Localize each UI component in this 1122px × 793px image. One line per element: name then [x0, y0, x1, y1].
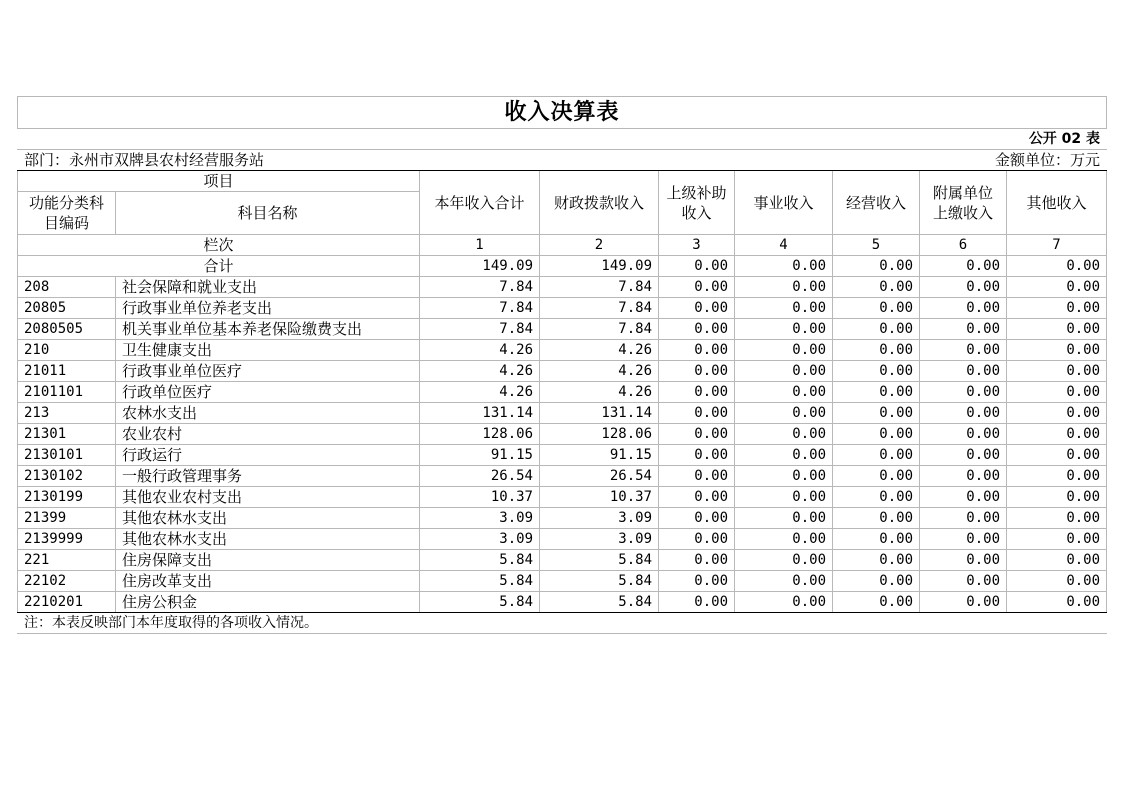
- row-value: 0.00: [833, 382, 920, 403]
- row-value: 0.00: [659, 466, 735, 487]
- unit-label: 金额单位：万元: [540, 150, 1107, 171]
- index-num: 3: [659, 235, 735, 256]
- row-subject-name: 社会保障和就业支出: [116, 277, 420, 298]
- total-value: 0.00: [1007, 256, 1107, 277]
- row-value: 10.37: [420, 487, 540, 508]
- header-total-income: 本年收入合计: [420, 171, 540, 235]
- row-value: 0.00: [833, 361, 920, 382]
- row-value: 0.00: [1007, 550, 1107, 571]
- header-func-code: 功能分类科目编码: [18, 192, 116, 235]
- row-value: 0.00: [833, 445, 920, 466]
- row-subject-name: 农林水支出: [116, 403, 420, 424]
- table-row: [18, 361, 1107, 382]
- row-value: 0.00: [735, 508, 833, 529]
- row-value: 0.00: [659, 592, 735, 613]
- index-num: 6: [920, 235, 1007, 256]
- row-value: 0.00: [920, 361, 1007, 382]
- row-value: 0.00: [659, 487, 735, 508]
- row-value: 0.00: [1007, 340, 1107, 361]
- row-value: 0.00: [1007, 403, 1107, 424]
- header-subject-name: 科目名称: [116, 192, 420, 235]
- row-value: 4.26: [540, 382, 659, 403]
- row-code: 2210201: [18, 592, 116, 613]
- income-statement-sheet: [17, 96, 1106, 634]
- table-row: [18, 277, 1107, 298]
- row-value: 0.00: [659, 361, 735, 382]
- row-value: 3.09: [540, 508, 659, 529]
- row-code: 21399: [18, 508, 116, 529]
- row-value: 0.00: [659, 550, 735, 571]
- row-value: 0.00: [920, 319, 1007, 340]
- row-value: 0.00: [920, 340, 1007, 361]
- row-value: 0.00: [1007, 298, 1107, 319]
- row-code: 2101101: [18, 382, 116, 403]
- row-value: 0.00: [833, 487, 920, 508]
- row-value: 5.84: [420, 571, 540, 592]
- row-subject-name: 其他农林水支出: [116, 508, 420, 529]
- row-value: 0.00: [659, 424, 735, 445]
- row-code: 221: [18, 550, 116, 571]
- row-subject-name: 住房公积金: [116, 592, 420, 613]
- table-row: [18, 487, 1107, 508]
- row-value: 0.00: [659, 382, 735, 403]
- row-value: 0.00: [735, 340, 833, 361]
- row-value: 0.00: [735, 550, 833, 571]
- row-value: 5.84: [540, 550, 659, 571]
- total-value: 0.00: [920, 256, 1007, 277]
- row-value: 7.84: [420, 319, 540, 340]
- row-value: 0.00: [920, 571, 1007, 592]
- total-value: 0.00: [659, 256, 735, 277]
- total-value: 149.09: [420, 256, 540, 277]
- row-value: 4.26: [420, 382, 540, 403]
- row-value: 0.00: [920, 487, 1007, 508]
- row-value: 128.06: [540, 424, 659, 445]
- row-subject-name: 行政事业单位养老支出: [116, 298, 420, 319]
- row-subject-name: 其他农林水支出: [116, 529, 420, 550]
- department-label: 部门：永州市双牌县农村经营服务站: [18, 150, 540, 171]
- row-value: 0.00: [735, 403, 833, 424]
- row-value: 0.00: [1007, 277, 1107, 298]
- row-value: 0.00: [1007, 382, 1107, 403]
- total-value: 0.00: [833, 256, 920, 277]
- row-value: 128.06: [420, 424, 540, 445]
- table-row: [18, 592, 1107, 613]
- row-value: 0.00: [735, 298, 833, 319]
- table-row: [18, 298, 1107, 319]
- row-value: 0.00: [833, 403, 920, 424]
- row-code: 22102: [18, 571, 116, 592]
- row-code: 213: [18, 403, 116, 424]
- row-value: 7.84: [540, 319, 659, 340]
- row-subject-name: 行政事业单位医疗: [116, 361, 420, 382]
- row-value: 0.00: [735, 466, 833, 487]
- row-value: 7.84: [540, 277, 659, 298]
- row-value: 0.00: [735, 424, 833, 445]
- row-value: 7.84: [540, 298, 659, 319]
- row-value: 0.00: [659, 403, 735, 424]
- row-value: 0.00: [735, 277, 833, 298]
- row-value: 0.00: [920, 403, 1007, 424]
- row-value: 4.26: [540, 340, 659, 361]
- row-value: 26.54: [420, 466, 540, 487]
- row-value: 4.26: [540, 361, 659, 382]
- row-value: 0.00: [920, 508, 1007, 529]
- header-affiliated-income: 附属单位上缴收入: [920, 171, 1007, 235]
- row-value: 0.00: [920, 382, 1007, 403]
- table-row: [18, 550, 1107, 571]
- header-other-income: 其他收入: [1007, 171, 1107, 235]
- header-fiscal-income: 财政拨款收入: [540, 171, 659, 235]
- row-subject-name: 住房保障支出: [116, 550, 420, 571]
- row-value: 3.09: [540, 529, 659, 550]
- row-value: 0.00: [1007, 529, 1107, 550]
- row-value: 0.00: [659, 298, 735, 319]
- row-value: 0.00: [920, 298, 1007, 319]
- row-value: 0.00: [735, 445, 833, 466]
- row-value: 0.00: [833, 571, 920, 592]
- total-value: 0.00: [735, 256, 833, 277]
- row-value: 0.00: [833, 340, 920, 361]
- row-value: 0.00: [833, 424, 920, 445]
- row-value: 7.84: [420, 298, 540, 319]
- row-value: 0.00: [659, 319, 735, 340]
- row-value: 91.15: [540, 445, 659, 466]
- row-value: 0.00: [1007, 466, 1107, 487]
- total-row-label: 合计: [18, 256, 420, 277]
- table-row: [18, 319, 1107, 340]
- row-subject-name: 其他农业农村支出: [116, 487, 420, 508]
- row-value: 0.00: [1007, 445, 1107, 466]
- row-code: 210: [18, 340, 116, 361]
- row-subject-name: 行政单位医疗: [116, 382, 420, 403]
- row-value: 0.00: [1007, 592, 1107, 613]
- header-superior-income: 上级补助收入: [659, 171, 735, 235]
- row-value: 91.15: [420, 445, 540, 466]
- table-row: [18, 340, 1107, 361]
- row-subject-name: 住房改革支出: [116, 571, 420, 592]
- row-value: 0.00: [833, 550, 920, 571]
- row-subject-name: 行政运行: [116, 445, 420, 466]
- row-value: 5.84: [540, 592, 659, 613]
- row-subject-name: 卫生健康支出: [116, 340, 420, 361]
- row-value: 4.26: [420, 361, 540, 382]
- row-value: 0.00: [735, 382, 833, 403]
- table-row: [18, 424, 1107, 445]
- row-value: 0.00: [1007, 508, 1107, 529]
- row-value: 0.00: [920, 445, 1007, 466]
- row-code: 208: [18, 277, 116, 298]
- row-value: 0.00: [920, 550, 1007, 571]
- header-operating-income: 经营收入: [833, 171, 920, 235]
- row-code: 2139999: [18, 529, 116, 550]
- header-business-income: 事业收入: [735, 171, 833, 235]
- income-table: [17, 96, 1107, 634]
- row-value: 0.00: [833, 592, 920, 613]
- row-value: 0.00: [833, 298, 920, 319]
- row-value: 4.26: [420, 340, 540, 361]
- row-value: 0.00: [833, 466, 920, 487]
- row-value: 0.00: [1007, 424, 1107, 445]
- row-value: 0.00: [659, 340, 735, 361]
- row-code: 2130101: [18, 445, 116, 466]
- total-value: 149.09: [540, 256, 659, 277]
- row-code: 21301: [18, 424, 116, 445]
- row-value: 0.00: [1007, 571, 1107, 592]
- index-num: 4: [735, 235, 833, 256]
- row-value: 3.09: [420, 529, 540, 550]
- row-code: 21011: [18, 361, 116, 382]
- row-value: 7.84: [420, 277, 540, 298]
- index-num: 1: [420, 235, 540, 256]
- row-value: 0.00: [735, 592, 833, 613]
- row-code: 2130199: [18, 487, 116, 508]
- row-value: 0.00: [1007, 361, 1107, 382]
- row-subject-name: 农业农村: [116, 424, 420, 445]
- index-row-label: 栏次: [18, 235, 420, 256]
- row-value: 0.00: [920, 424, 1007, 445]
- row-code: 20805: [18, 298, 116, 319]
- row-value: 131.14: [540, 403, 659, 424]
- row-value: 0.00: [920, 592, 1007, 613]
- page-title: 收入决算表: [18, 97, 1107, 129]
- row-value: 0.00: [659, 529, 735, 550]
- row-value: 0.00: [735, 571, 833, 592]
- index-num: 2: [540, 235, 659, 256]
- row-subject-name: 一般行政管理事务: [116, 466, 420, 487]
- table-row: [18, 382, 1107, 403]
- row-value: 10.37: [540, 487, 659, 508]
- row-value: 0.00: [659, 508, 735, 529]
- row-value: 0.00: [735, 361, 833, 382]
- row-value: 0.00: [833, 319, 920, 340]
- header-project: 项目: [18, 171, 420, 192]
- row-code: 2080505: [18, 319, 116, 340]
- index-num: 7: [1007, 235, 1107, 256]
- row-value: 0.00: [659, 571, 735, 592]
- row-value: 3.09: [420, 508, 540, 529]
- row-value: 0.00: [833, 529, 920, 550]
- table-row: [18, 508, 1107, 529]
- row-value: 0.00: [920, 277, 1007, 298]
- table-row: [18, 445, 1107, 466]
- row-code: 2130102: [18, 466, 116, 487]
- row-subject-name: 机关事业单位基本养老保险缴费支出: [116, 319, 420, 340]
- row-value: 5.84: [420, 592, 540, 613]
- row-value: 0.00: [659, 277, 735, 298]
- row-value: 131.14: [420, 403, 540, 424]
- row-value: 0.00: [735, 487, 833, 508]
- row-value: 0.00: [920, 466, 1007, 487]
- row-value: 0.00: [735, 529, 833, 550]
- row-value: 0.00: [833, 508, 920, 529]
- row-value: 0.00: [920, 529, 1007, 550]
- row-value: 5.84: [540, 571, 659, 592]
- row-value: 0.00: [735, 319, 833, 340]
- table-row: [18, 571, 1107, 592]
- row-value: 0.00: [1007, 319, 1107, 340]
- table-row: [18, 529, 1107, 550]
- index-num: 5: [833, 235, 920, 256]
- row-value: 0.00: [659, 445, 735, 466]
- table-row: [18, 403, 1107, 424]
- table-note: 注：本表反映部门本年度取得的各项收入情况。: [18, 613, 1107, 634]
- form-code-label: 公开 02 表: [540, 129, 1107, 150]
- table-row: [18, 466, 1107, 487]
- row-value: 0.00: [1007, 487, 1107, 508]
- row-value: 5.84: [420, 550, 540, 571]
- row-value: 0.00: [833, 277, 920, 298]
- row-value: 26.54: [540, 466, 659, 487]
